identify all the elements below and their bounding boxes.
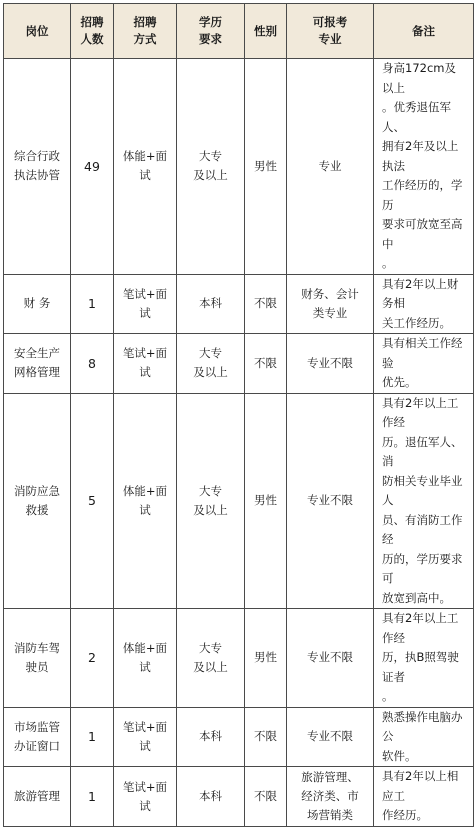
cell-education: 大专 及以上 — [177, 334, 245, 394]
cell-count: 1 — [71, 767, 114, 827]
cell-method: 笔试+面 试 — [114, 334, 177, 394]
cell-position: 市场监管 办证窗口 — [4, 707, 71, 767]
cell-method: 笔试+面 试 — [114, 274, 177, 334]
cell-count: 1 — [71, 707, 114, 767]
cell-gender: 不限 — [245, 274, 287, 334]
cell-notes: 具有2年以上工作经 历，执B照驾驶证者 。 — [374, 609, 474, 708]
cell-education: 本科 — [177, 707, 245, 767]
cell-method: 体能+面 试 — [114, 609, 177, 708]
cell-education: 大专 及以上 — [177, 609, 245, 708]
cell-notes: 具有2年以上相应工 作经历。 — [374, 767, 474, 827]
cell-gender: 不限 — [245, 707, 287, 767]
cell-method: 笔试+面 试 — [114, 707, 177, 767]
cell-major: 财务、会计 类专业 — [287, 274, 374, 334]
cell-major: 专业 — [287, 59, 374, 275]
table-row — [4, 393, 474, 609]
header-row — [4, 4, 474, 59]
cell-position: 消防应急 救援 — [4, 393, 71, 609]
cell-notes: 熟悉操作电脑办公 软件。 — [374, 707, 474, 767]
cell-major: 专业不限 — [287, 609, 374, 708]
cell-notes: 具有2年以上财务相 关工作经历。 — [374, 274, 474, 334]
table-row — [4, 707, 474, 767]
header-notes: 备注 — [374, 4, 474, 59]
cell-position: 消防车驾 驶员 — [4, 609, 71, 708]
table-row — [4, 767, 474, 827]
recruitment-table-sheet — [3, 3, 473, 823]
cell-notes: 身高172cm及以上 。优秀退伍军人、 拥有2年及以上执法 工作经历的，学历 要求可放宽至高中 。 — [374, 59, 474, 275]
table-row — [4, 334, 474, 394]
cell-gender: 不限 — [245, 767, 287, 827]
cell-count: 1 — [71, 274, 114, 334]
cell-count: 49 — [71, 59, 114, 275]
cell-gender: 不限 — [245, 334, 287, 394]
cell-count: 8 — [71, 334, 114, 394]
cell-position: 安全生产 网格管理 — [4, 334, 71, 394]
cell-major: 专业不限 — [287, 707, 374, 767]
cell-gender: 男性 — [245, 393, 287, 609]
cell-major: 旅游管理、 经济类、市 场营销类 — [287, 767, 374, 827]
header-gender: 性别 — [245, 4, 287, 59]
cell-position: 综合行政 执法协管 — [4, 59, 71, 275]
cell-education: 本科 — [177, 274, 245, 334]
table-row — [4, 274, 474, 334]
cell-method: 体能+面 试 — [114, 393, 177, 609]
table-row — [4, 609, 474, 708]
cell-notes: 具有2年以上工作经 历。退伍军人、消 防相关专业毕业人 员、有消防工作经 历的，学历要求可 放宽到高中。 — [374, 393, 474, 609]
header-major: 可报考 专业 — [287, 4, 374, 59]
header-position: 岗位 — [4, 4, 71, 59]
cell-notes: 具有相关工作经验 优先。 — [374, 334, 474, 394]
cell-method: 笔试+面 试 — [114, 767, 177, 827]
recruitment-table — [3, 3, 474, 827]
cell-count: 2 — [71, 609, 114, 708]
cell-education: 本科 — [177, 767, 245, 827]
cell-major: 专业不限 — [287, 393, 374, 609]
cell-education: 大专 及以上 — [177, 59, 245, 275]
cell-method: 体能+面 试 — [114, 59, 177, 275]
header-method: 招聘 方式 — [114, 4, 177, 59]
cell-gender: 男性 — [245, 59, 287, 275]
table-row — [4, 59, 474, 275]
cell-major: 专业不限 — [287, 334, 374, 394]
header-count: 招聘 人数 — [71, 4, 114, 59]
cell-count: 5 — [71, 393, 114, 609]
cell-gender: 男性 — [245, 609, 287, 708]
cell-education: 大专 及以上 — [177, 393, 245, 609]
header-education: 学历 要求 — [177, 4, 245, 59]
cell-position: 旅游管理 — [4, 767, 71, 827]
cell-position: 财 务 — [4, 274, 71, 334]
